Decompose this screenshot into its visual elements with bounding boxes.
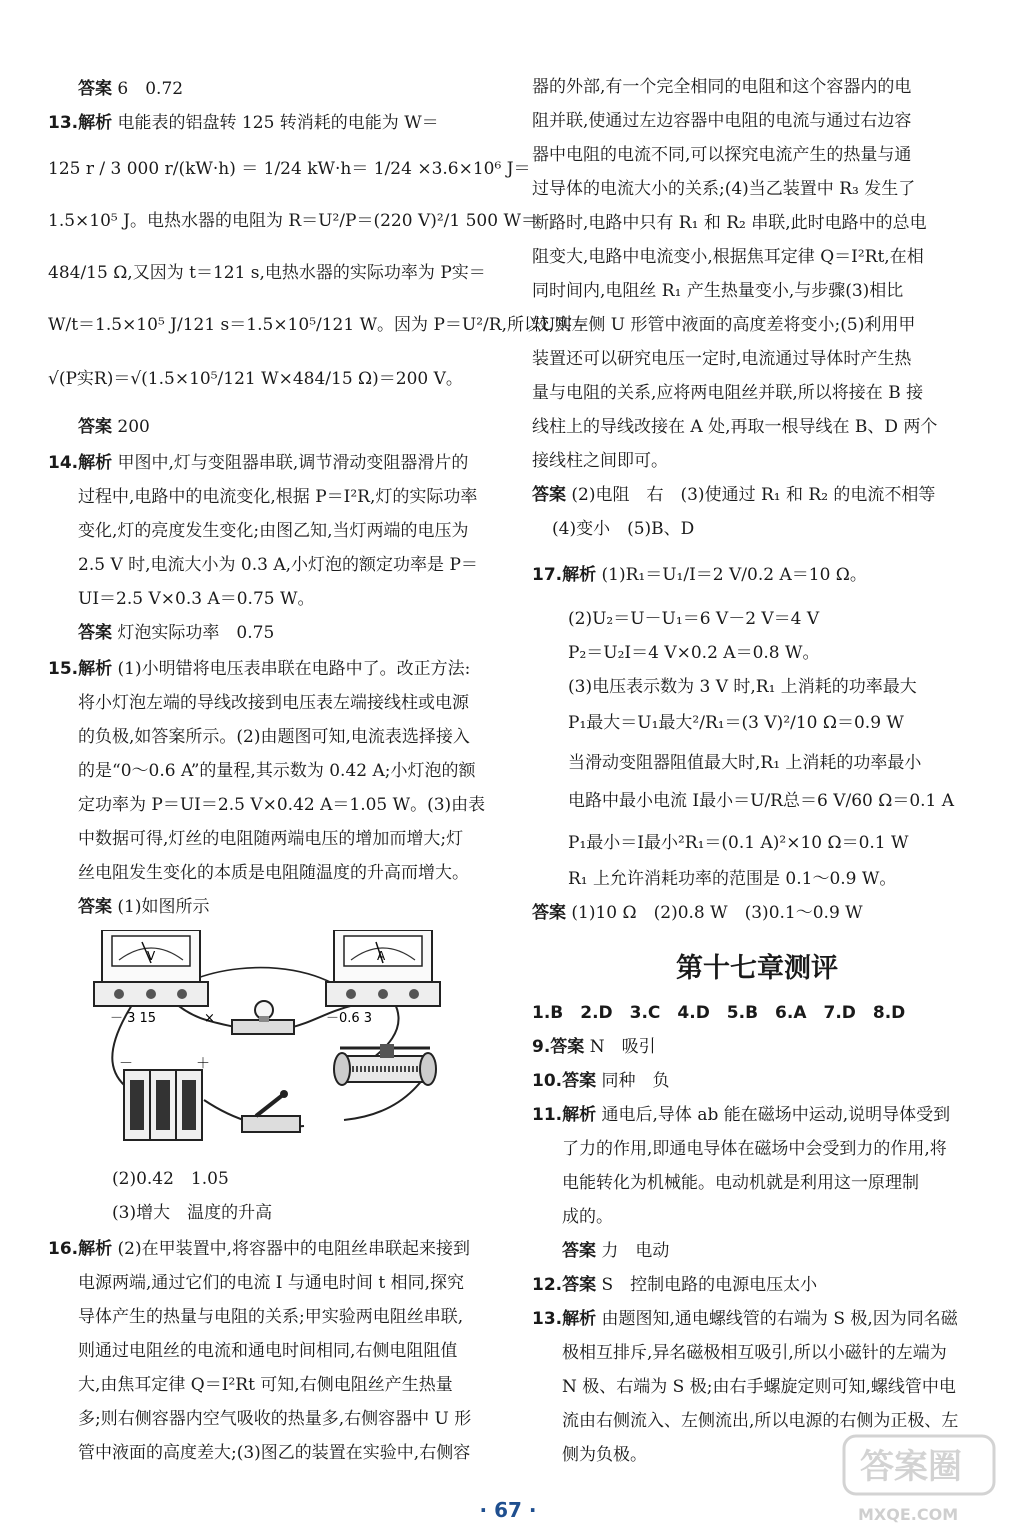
q13-line-1: 13.解析 电能表的铝盘转 125 转消耗的电能为 W＝ (48, 113, 439, 133)
q17-line-6: 当滑动变阻器阻值最大时,R₁ 上消耗的功率最小 (568, 753, 922, 773)
q16-cont-2: 阻并联,使通过左边容器中电阻的电流与通过右边容 (532, 111, 912, 131)
q16-cont-8: 较,则左侧 U 形管中液面的高度差将变小;(5)利用甲 (532, 315, 916, 335)
q13r-line-5: 侧为负极。 (562, 1445, 647, 1465)
battery-plus: ＋ (196, 1056, 210, 1072)
q17-line-2: (2)U₂＝U－U₁＝6 V－2 V＝4 V (568, 609, 820, 629)
q15-line-4: 的是“0～0.6 A”的量程,其示数为 0.42 A;小灯泡的额 (78, 761, 476, 781)
q15-line-7: 丝电阻发生变化的本质是电阻随温度的升高而增大。 (78, 863, 469, 883)
switch (242, 1090, 300, 1132)
q16-cont-1: 器的外部,有一个完全相同的电阻和这个容器内的电 (532, 77, 912, 97)
bulb (232, 1001, 294, 1034)
q16-line-4: 则通过电阻丝的电流和通电时间相同,右侧电阻阻值 (78, 1341, 458, 1361)
q13r-line-1: 13.解析 由题图知,通电螺线管的右端为 S 极,因为同名磁 (532, 1309, 958, 1329)
q13r-line-3: N 极、右端为 S 极;由右手螺旋定则可知,螺线管中电 (562, 1377, 956, 1397)
q16-cont-11: 线柱上的导线改接在 A 处,再取一根导线在 B、D 两个 (532, 417, 938, 437)
q11-line-2: 了力的作用,即通电导体在磁场中会受到力的作用,将 (562, 1139, 947, 1159)
q16-line-1: 16.解析 (2)在甲装置中,将容器中的电阻丝串联起来接到 (48, 1239, 471, 1259)
q17-answer: 答案 (1)10 Ω (2)0.8 W (3)0.1～0.9 W (532, 903, 863, 923)
q16-line-3: 导体产生的热量与电阻的关系;甲实验两电阻丝串联, (78, 1307, 464, 1327)
q11-line-4: 成的。 (562, 1207, 613, 1227)
watermark-text: 答案圈 (860, 1447, 962, 1487)
q13r-line-2: 极相互排斥,异名磁极相互吸引,所以小磁针的左端为 (562, 1343, 947, 1363)
q17-line-1: 17.解析 (1)R₁＝U₁/I＝2 V/0.2 A＝10 Ω。 (532, 565, 867, 585)
wire-switch-rheostat (344, 1078, 424, 1120)
voltmeter (94, 930, 208, 1026)
q16-cont-7: 同时间内,电阻丝 R₁ 产生热量变小,与步骤(3)相比 (532, 281, 904, 301)
q15-line-6: 中数据可得,灯丝的电阻随两端电压的增加而增大;灯 (78, 829, 464, 849)
q15-answer: 答案 (1)如图所示 (78, 897, 210, 917)
q13-line-4: 484/15 Ω,又因为 t＝121 s,电热水器的实际功率为 P实＝ (48, 263, 486, 283)
q10-answer: 10.答案 同种 负 (532, 1071, 670, 1091)
q12-answer: 12.答案 S 控制电路的电源电压太小 (532, 1275, 818, 1295)
q13-line-6: √(P实R)＝√(1.5×10⁵/121 W×484/15 Ω)＝200 V。 (48, 369, 463, 389)
cross-mark: × (204, 1011, 215, 1026)
q16-cont-10: 量与电阻的关系,应将两电阻丝并联,所以将接在 B 接 (532, 383, 924, 403)
q13-line-2: 125 r / 3 000 r/(kW·h) ＝ 1/24 kW·h＝ 1/24 ×3.6×10⁶ J＝ (48, 159, 531, 179)
q11-line-3: 电能转化为机械能。电动机就是利用这一原理制 (562, 1173, 919, 1193)
watermark-logo (840, 1430, 1000, 1530)
q17-line-7: 电路中最小电流 I最小＝U/R总＝6 V/60 Ω＝0.1 A (568, 791, 955, 811)
q16-line-6: 多;则右侧容器内空气吸收的热量多,右侧容器中 U 形 (78, 1409, 472, 1429)
q17-line-4: (3)电压表示数为 3 V 时,R₁ 上消耗的功率最大 (568, 677, 917, 697)
page-number: · 67 · (479, 1498, 537, 1522)
q13-answer: 答案 200 (78, 417, 150, 437)
q16-line-5: 大,由焦耳定律 Q＝I²Rt 可知,右侧电阻丝产生热量 (78, 1375, 453, 1395)
q14-line-3: 变化,灯的亮度发生变化;由图乙知,当灯两端的电压为 (78, 521, 469, 541)
q16-cont-4: 过导体的电流大小的关系;(4)当乙装置中 R₃ 发生了 (532, 179, 916, 199)
q11-line-1: 11.解析 通电后,导体 ab 能在磁场中运动,说明导体受到 (532, 1105, 951, 1125)
answer-12: 答案 6 0.72 (78, 79, 184, 99)
voltmeter-label: V (147, 949, 156, 963)
q16-cont-6: 阻变大,电路中电流变小,根据焦耳定律 Q＝I²Rt,在相 (532, 247, 924, 267)
watermark-url: MXQE.COM (858, 1505, 959, 1524)
q16-cont-3: 器中电阻的电流不同,可以探究电流产生的热量与通 (532, 145, 912, 165)
ammeter-terminals: －0.6 3 (326, 1011, 373, 1026)
voltmeter-terminals: － 3 15 (110, 1011, 157, 1026)
chapter-title: 第十七章测评 (676, 953, 838, 984)
q16-line-7: 管中液面的高度差大;(3)图乙的装置在实验中,右侧容 (78, 1443, 471, 1463)
q16-answer-2: (4)变小 (5)B、D (552, 519, 695, 539)
multiple-choice-answers: 1.B 2.D 3.C 4.D 5.B 6.A 7.D 8.D (532, 1003, 906, 1023)
q15-line-5: 定功率为 P＝UI＝2.5 V×0.42 A＝1.05 W。(3)由表 (78, 795, 486, 815)
q14-line-2: 过程中,电路中的电流变化,根据 P＝I²R,灯的实际功率 (78, 487, 478, 507)
q15-line-2: 将小灯泡左端的导线改接到电压表左端接线柱或电源 (78, 693, 469, 713)
battery (119, 1056, 210, 1140)
q17-line-3: P₂＝U₂I＝4 V×0.2 A＝0.8 W。 (568, 643, 820, 663)
q15-after-1: (2)0.42 1.05 (112, 1169, 229, 1189)
q14-line-5: UI＝2.5 V×0.3 A＝0.75 W。 (78, 589, 315, 609)
circuit-diagram (64, 930, 454, 1150)
q13-line-3: 1.5×10⁵ J。电热水器的电阻为 R＝U²/P＝(220 V)²/1 500 W＝ (48, 211, 538, 231)
q9-answer: 9.答案 N 吸引 (532, 1037, 656, 1057)
rheostat (334, 1044, 436, 1085)
q15-line-1: 15.解析 (1)小明错将电压表串联在电路中了。改正方法: (48, 659, 471, 679)
battery-minus: － (119, 1056, 133, 1072)
q11-answer: 答案 力 电动 (562, 1241, 670, 1261)
q16-cont-5: 断路时,电路中只有 R₁ 和 R₂ 串联,此时电路中的总电 (532, 213, 927, 233)
q13r-line-4: 流由右侧流入、左侧流出,所以电源的右侧为正极、左 (562, 1411, 959, 1431)
q16-cont-12: 接线柱之间即可。 (532, 451, 668, 471)
q14-line-4: 2.5 V 时,电流大小为 0.3 A,小灯泡的额定功率是 P＝ (78, 555, 478, 575)
q17-line-8: P₁最小＝I最小²R₁＝(0.1 A)²×10 Ω＝0.1 W (568, 833, 909, 853)
q16-answer-1: 答案 (2)电阻 右 (3)使通过 R₁ 和 R₂ 的电流不相等 (532, 485, 936, 505)
q14-line-1: 14.解析 甲图中,灯与变阻器串联,调节滑动变阻器滑片的 (48, 453, 469, 473)
ammeter-label: A (377, 949, 386, 963)
q14-answer: 答案 灯泡实际功率 0.75 (78, 623, 275, 643)
q16-line-2: 电源两端,通过它们的电流 I 与通电时间 t 相同,探究 (78, 1273, 464, 1293)
q17-line-9: R₁ 上允许消耗功率的范围是 0.1～0.9 W。 (568, 869, 897, 889)
q16-cont-9: 装置还可以研究电压一定时,电流通过导体时产生热 (532, 349, 912, 369)
q15-after-2: (3)增大 温度的升高 (112, 1203, 273, 1223)
q17-line-5: P₁最大＝U₁最大²/R₁＝(3 V)²/10 Ω＝0.9 W (568, 713, 904, 733)
q15-line-3: 的负极,如答案所示。(2)由题图可知,电流表选择接入 (78, 727, 470, 747)
ammeter (326, 930, 440, 1026)
q13-line-5: W/t＝1.5×10⁵ J/121 s＝1.5×10⁵/121 W。因为 P＝U²/R,所以U实＝ (48, 315, 590, 335)
